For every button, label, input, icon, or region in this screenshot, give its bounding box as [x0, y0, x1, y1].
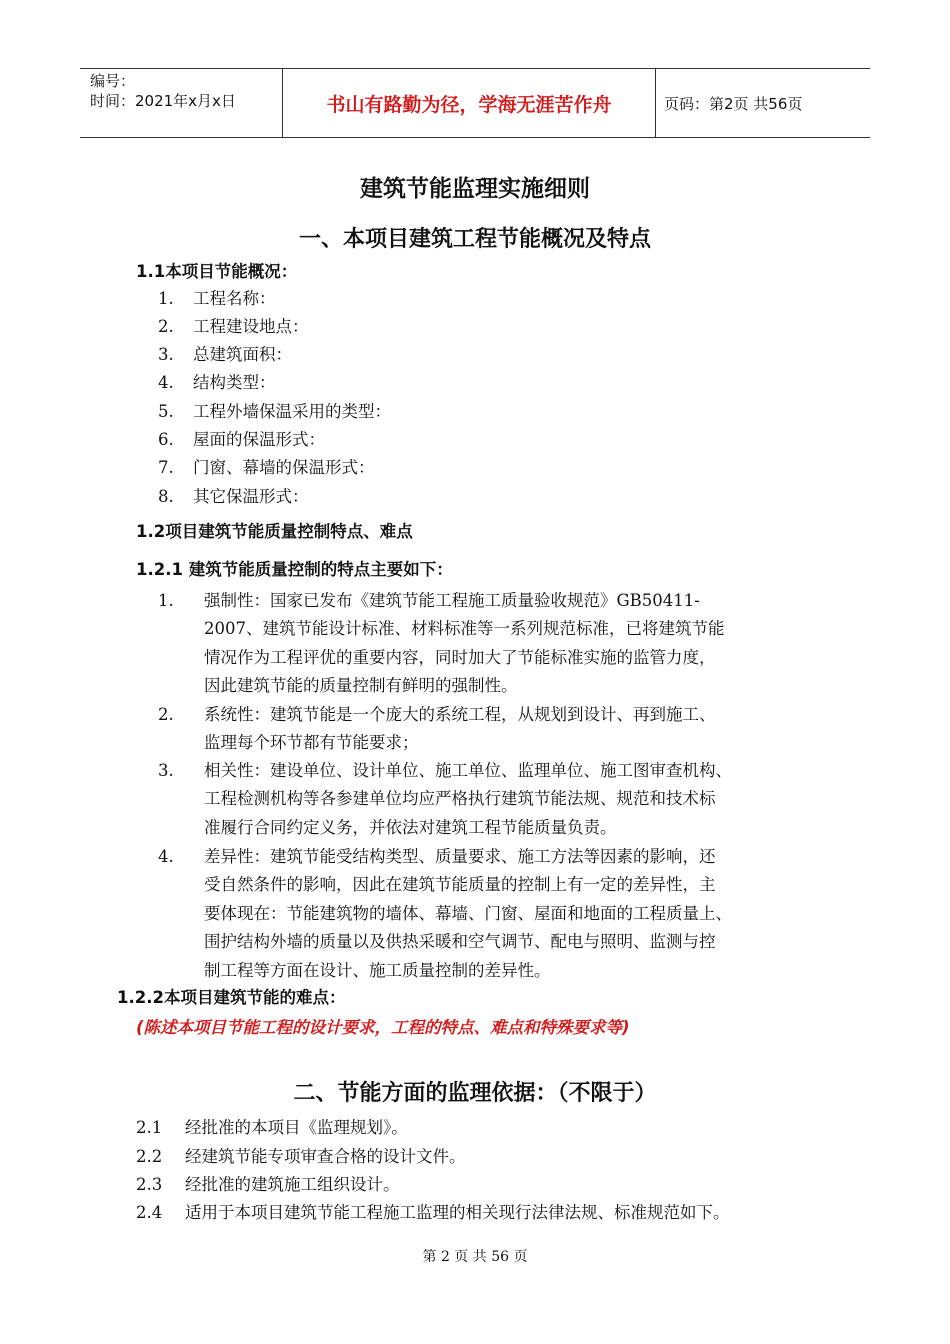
- list-item: [158, 343, 292, 367]
- basis-item: [136, 1173, 400, 1197]
- feature-text-line: 2007、建筑节能设计标准、材料标准等一系列规范标准，已将建筑节能: [204, 619, 725, 639]
- feature-number: 2.: [158, 705, 174, 724]
- list-item-text: 工程名称：: [193, 289, 276, 308]
- time-label: 时间：2021年x月x日: [90, 92, 236, 110]
- header-page-info: 页码：第2页 共56页: [664, 94, 803, 113]
- list-item: [158, 400, 391, 424]
- feature-text-line: 监理每个环节都有节能要求；: [204, 733, 419, 753]
- list-item-text: 工程建设地点：: [193, 317, 309, 336]
- basis-item-text: 经批准的本项目《监理规划》。: [185, 1118, 408, 1137]
- header-motto: 书山有路勤为径，学海无涯苦作舟: [282, 69, 656, 137]
- feature-text-line: 准履行合同约定义务，并依法对建筑工程节能质量负责。: [204, 817, 617, 837]
- list-item-text: 总建筑面积：: [193, 345, 292, 364]
- list-item-number: 1.: [158, 289, 174, 308]
- feature-number: 1.: [158, 591, 174, 610]
- basis-item: [136, 1145, 466, 1169]
- basis-item-number: 2.1: [136, 1118, 163, 1137]
- list-item: [158, 315, 309, 339]
- header-left-cell: [80, 69, 282, 137]
- section1-title: 一、本项目建筑工程节能概况及特点: [298, 227, 651, 252]
- number-label: 编号：: [90, 72, 136, 90]
- list-item-text: 其它保温形式：: [193, 487, 309, 506]
- list-item-number: 2.: [158, 317, 174, 336]
- feature-text-line: 系统性：建筑节能是一个庞大的系统工程，从规划到设计、再到施工、: [204, 705, 716, 724]
- sub122-heading: 1.2.2本项目建筑节能的难点：: [117, 988, 346, 1007]
- sub122-note: (陈述本项目节能工程的设计要求，工程的特点、难点和特殊要求等): [136, 1018, 630, 1037]
- list-item-number: 4.: [158, 373, 174, 392]
- feature-text-line: 要体现在：节能建筑物的墙体、幕墙、门窗、屋面和地面的工程质量上、: [204, 903, 732, 923]
- feature-number: 3.: [158, 761, 174, 780]
- basis-item-text: 适用于本项目建筑节能工程施工监理的相关现行法律法规、标准规范如下。: [185, 1203, 730, 1222]
- sub12-heading: 1.2项目建筑节能质量控制特点、难点: [136, 522, 413, 541]
- basis-item: [136, 1116, 408, 1140]
- document-title: 建筑节能监理实施细则: [360, 176, 590, 202]
- list-item-text: 工程外墙保温采用的类型：: [193, 402, 391, 421]
- basis-item-number: 2.2: [136, 1147, 163, 1166]
- list-item: [158, 456, 375, 480]
- list-item-number: 5.: [158, 402, 174, 421]
- feature-text-line: 工程检测机构等各参建单位均应严格执行建筑节能法规、规范和技术标: [204, 789, 716, 809]
- basis-item-number: 2.3: [136, 1175, 163, 1194]
- sub11-heading: 1.1本项目节能概况：: [136, 262, 298, 281]
- feature-text-line: 围护结构外墙的质量以及供热采暖和空气调节、配电与照明、监测与控: [204, 932, 716, 952]
- feature-text-line: 强制性：国家已发布《建筑节能工程施工质量验收规范》GB50411-: [204, 591, 700, 610]
- feature-text-line: 因此建筑节能的质量控制有鲜明的强制性。: [204, 676, 518, 696]
- page-footer: 第 2 页 共 56 页: [422, 1249, 528, 1265]
- list-item: [158, 287, 276, 311]
- feature-text-line: 差异性：建筑节能受结构类型、质量要求、施工方法等因素的影响，还: [204, 847, 716, 866]
- feature-text-line: 情况作为工程评优的重要内容，同时加大了节能标准实施的监管力度，: [204, 647, 716, 667]
- list-item-text: 屋面的保温形式：: [193, 430, 325, 449]
- basis-item-text: 经建筑节能专项审查合格的设计文件。: [185, 1147, 466, 1166]
- feature-text-line: 制工程等方面在设计、施工质量控制的差异性。: [204, 960, 551, 980]
- list-item-text: 门窗、幕墙的保温形式：: [193, 458, 375, 477]
- list-item: [158, 428, 325, 452]
- feature-number: 4.: [158, 847, 174, 866]
- list-item-number: 3.: [158, 345, 174, 364]
- basis-item: [136, 1201, 730, 1225]
- sub121-heading: 1.2.1 建筑节能质量控制的特点主要如下：: [136, 560, 453, 579]
- basis-item-text: 经批准的建筑施工组织设计。: [185, 1175, 400, 1194]
- list-item-number: 8.: [158, 487, 174, 506]
- list-item-text: 结构类型：: [193, 373, 276, 392]
- list-item-number: 7.: [158, 458, 174, 477]
- list-item-number: 6.: [158, 430, 174, 449]
- page-header: [80, 68, 870, 138]
- section2-title: 二、节能方面的监理依据：（不限于）: [293, 1081, 657, 1106]
- feature-text-line: 相关性：建设单位、设计单位、施工单位、监理单位、施工图审查机构、: [204, 761, 732, 780]
- list-item: [158, 371, 276, 395]
- feature-text-line: 受自然条件的影响，因此在建筑节能质量的控制上有一定的差异性，主: [204, 875, 716, 895]
- basis-item-number: 2.4: [136, 1203, 163, 1222]
- list-item: [158, 485, 309, 509]
